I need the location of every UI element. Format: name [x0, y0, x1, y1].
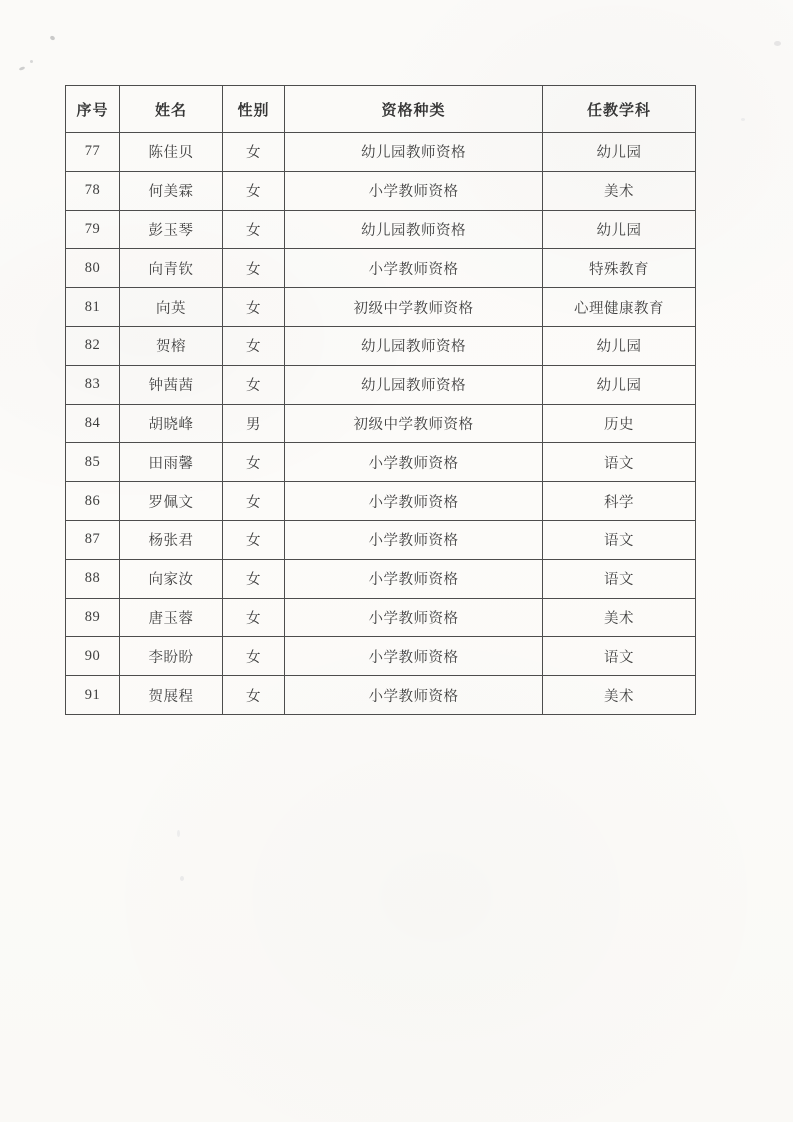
index-cell: 82	[66, 326, 120, 365]
name-cell: 田雨馨	[120, 443, 223, 482]
table-row	[66, 210, 696, 249]
qualification-cell: 小学教师资格	[285, 676, 543, 715]
table-row	[66, 598, 696, 637]
gender-cell: 女	[223, 326, 285, 365]
gender-cell: 女	[223, 520, 285, 559]
subject-cell: 语文	[543, 559, 696, 598]
index-cell: 77	[66, 133, 120, 172]
gender-cell: 女	[223, 637, 285, 676]
subject-cell: 美术	[543, 676, 696, 715]
qualification-cell: 初级中学教师资格	[285, 288, 543, 327]
qualification-cell: 幼儿园教师资格	[285, 326, 543, 365]
index-cell: 78	[66, 171, 120, 210]
table-header-row	[66, 86, 696, 133]
index-cell: 87	[66, 520, 120, 559]
name-cell: 贺展程	[120, 676, 223, 715]
qualification-cell: 小学教师资格	[285, 598, 543, 637]
header-name: 姓名	[120, 86, 223, 133]
name-cell: 陈佳贝	[120, 133, 223, 172]
table-row	[66, 404, 696, 443]
table-row	[66, 559, 696, 598]
qualification-cell: 小学教师资格	[285, 171, 543, 210]
name-cell: 贺榕	[120, 326, 223, 365]
table-row	[66, 326, 696, 365]
subject-cell: 语文	[543, 637, 696, 676]
gender-cell: 女	[223, 676, 285, 715]
name-cell: 罗佩文	[120, 482, 223, 521]
qualification-cell: 小学教师资格	[285, 482, 543, 521]
subject-cell: 幼儿园	[543, 326, 696, 365]
header-index: 序号	[66, 86, 120, 133]
subject-cell: 语文	[543, 443, 696, 482]
index-cell: 83	[66, 365, 120, 404]
qualification-cell: 小学教师资格	[285, 443, 543, 482]
index-cell: 86	[66, 482, 120, 521]
table-body	[66, 133, 696, 715]
index-cell: 88	[66, 559, 120, 598]
table-row	[66, 443, 696, 482]
gender-cell: 女	[223, 443, 285, 482]
subject-cell: 幼儿园	[543, 210, 696, 249]
name-cell: 钟茜茜	[120, 365, 223, 404]
table-row	[66, 637, 696, 676]
subject-cell: 特殊教育	[543, 249, 696, 288]
table-row	[66, 365, 696, 404]
gender-cell: 女	[223, 559, 285, 598]
table-row	[66, 676, 696, 715]
subject-cell: 美术	[543, 171, 696, 210]
index-cell: 79	[66, 210, 120, 249]
qualification-cell: 小学教师资格	[285, 520, 543, 559]
name-cell: 何美霖	[120, 171, 223, 210]
index-cell: 89	[66, 598, 120, 637]
gender-cell: 女	[223, 210, 285, 249]
gender-cell: 女	[223, 171, 285, 210]
scan-speck	[180, 876, 184, 881]
name-cell: 唐玉蓉	[120, 598, 223, 637]
table-row	[66, 133, 696, 172]
header-gender: 性别	[223, 86, 285, 133]
subject-cell: 历史	[543, 404, 696, 443]
header-teaching-subject: 任教学科	[543, 86, 696, 133]
table-row	[66, 482, 696, 521]
index-cell: 80	[66, 249, 120, 288]
qualification-cell: 小学教师资格	[285, 249, 543, 288]
qualification-cell: 幼儿园教师资格	[285, 210, 543, 249]
scan-speck	[774, 41, 781, 46]
subject-cell: 美术	[543, 598, 696, 637]
index-cell: 84	[66, 404, 120, 443]
name-cell: 杨张君	[120, 520, 223, 559]
subject-cell: 科学	[543, 482, 696, 521]
qualification-cell: 幼儿园教师资格	[285, 133, 543, 172]
gender-cell: 女	[223, 288, 285, 327]
scan-speck	[19, 66, 26, 71]
index-cell: 85	[66, 443, 120, 482]
scan-speck	[30, 60, 33, 63]
index-cell: 81	[66, 288, 120, 327]
table-row	[66, 288, 696, 327]
gender-cell: 女	[223, 598, 285, 637]
header-qualification-type: 资格种类	[285, 86, 543, 133]
name-cell: 彭玉琴	[120, 210, 223, 249]
gender-cell: 女	[223, 365, 285, 404]
gender-cell: 男	[223, 404, 285, 443]
subject-cell: 语文	[543, 520, 696, 559]
table-row	[66, 249, 696, 288]
name-cell: 向英	[120, 288, 223, 327]
index-cell: 90	[66, 637, 120, 676]
name-cell: 向家汝	[120, 559, 223, 598]
scan-speck	[741, 118, 745, 121]
qualification-cell: 小学教师资格	[285, 559, 543, 598]
subject-cell: 幼儿园	[543, 133, 696, 172]
index-cell: 91	[66, 676, 120, 715]
gender-cell: 女	[223, 133, 285, 172]
name-cell: 胡晓峰	[120, 404, 223, 443]
gender-cell: 女	[223, 249, 285, 288]
subject-cell: 心理健康教育	[543, 288, 696, 327]
table-row	[66, 520, 696, 559]
qualification-table	[65, 85, 696, 715]
scan-speck	[49, 35, 55, 41]
name-cell: 李盼盼	[120, 637, 223, 676]
qualification-cell: 小学教师资格	[285, 637, 543, 676]
qualification-cell: 幼儿园教师资格	[285, 365, 543, 404]
qualification-cell: 初级中学教师资格	[285, 404, 543, 443]
subject-cell: 幼儿园	[543, 365, 696, 404]
gender-cell: 女	[223, 482, 285, 521]
scan-speck	[177, 830, 180, 837]
qualification-table-container	[65, 85, 696, 715]
table-row	[66, 171, 696, 210]
name-cell: 向青钦	[120, 249, 223, 288]
